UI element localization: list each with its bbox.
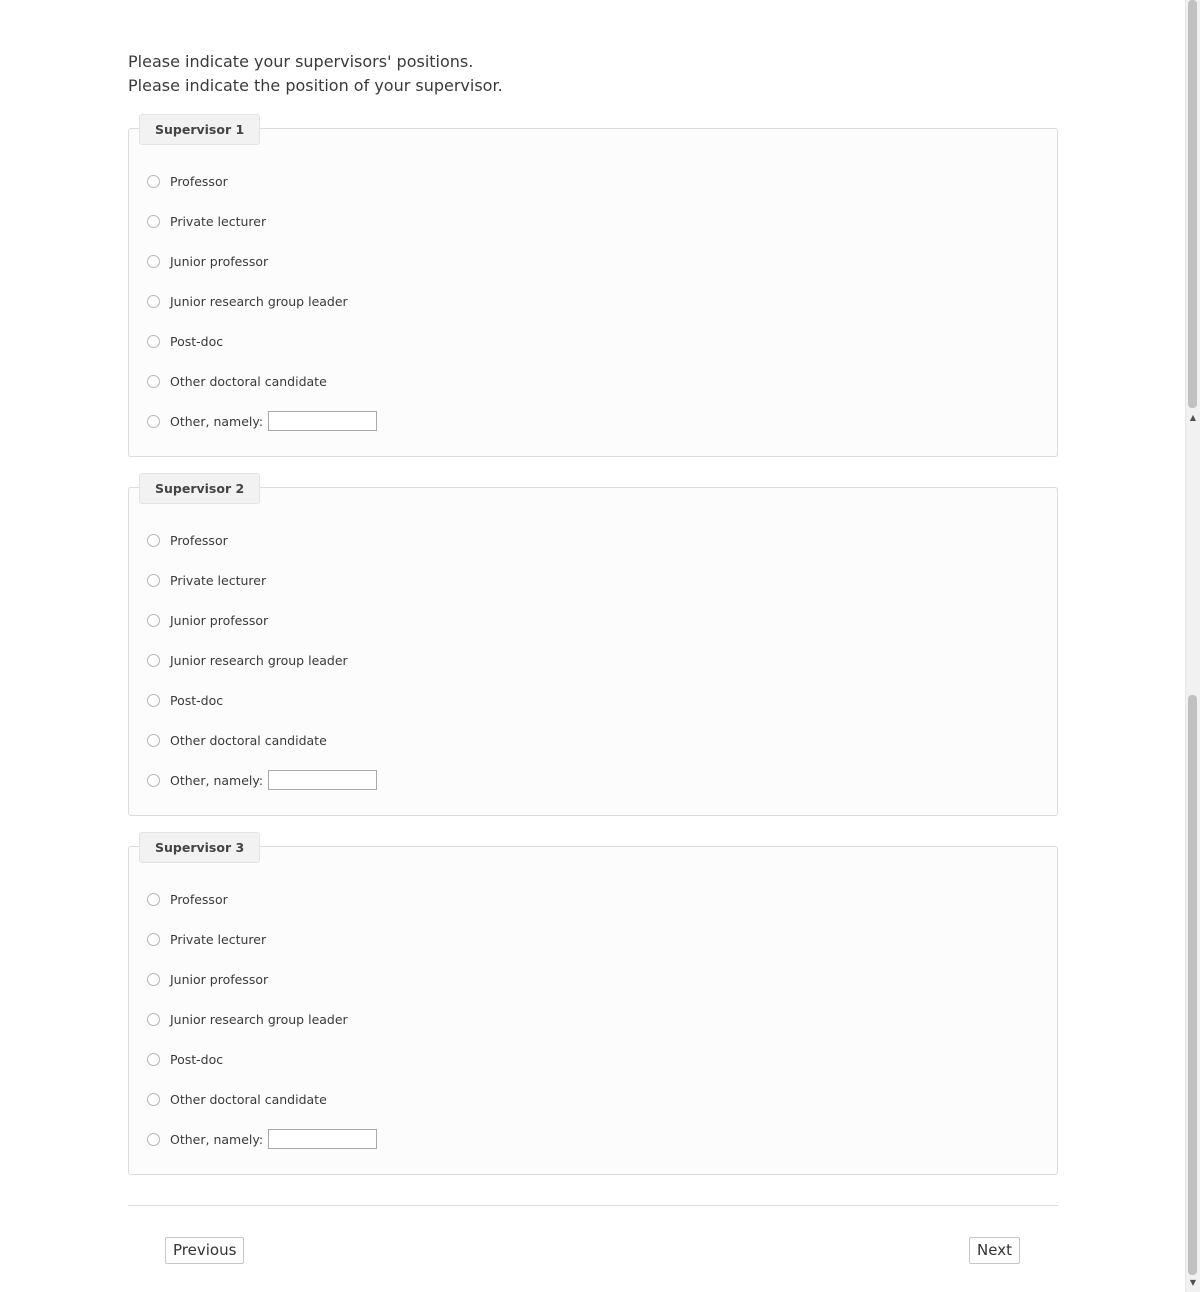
option-label: Junior research group leader (170, 652, 348, 668)
other-namely-input[interactable] (268, 1129, 377, 1149)
other-namely-input[interactable] (268, 770, 377, 790)
option-label: Post-doc (170, 692, 224, 708)
radio-button[interactable] (147, 1133, 160, 1146)
other-namely-input[interactable] (268, 411, 377, 431)
option-list (147, 879, 377, 1159)
option-label: Professor (170, 891, 228, 907)
caret-down-icon[interactable]: ▼ (1189, 1278, 1197, 1287)
radio-button[interactable] (147, 375, 160, 388)
group-legend: Supervisor 3 (139, 832, 260, 863)
radio-button[interactable] (147, 1053, 160, 1066)
option-other-doctoral-candidate[interactable] (147, 720, 377, 760)
option-label: Private lecturer (170, 931, 267, 947)
option-junior-professor[interactable] (147, 959, 377, 999)
scrollbar-thumb[interactable] (1188, 695, 1197, 1275)
option-label: Other doctoral candidate (170, 1091, 327, 1107)
question-line-2: Please indicate the position of your supervisor. (128, 76, 503, 95)
option-label: Other, namely: (170, 1131, 264, 1147)
supervisor-1-group (128, 122, 1058, 457)
survey-page (128, 0, 1058, 1266)
radio-button[interactable] (147, 614, 160, 627)
option-label: Junior professor (170, 612, 269, 628)
option-professor[interactable] (147, 879, 377, 919)
question-text (128, 0, 1058, 98)
option-label: Other, namely: (170, 772, 264, 788)
option-label: Junior professor (170, 253, 269, 269)
radio-button[interactable] (147, 335, 160, 348)
caret-up-icon[interactable]: ▲ (1189, 413, 1197, 422)
option-list (147, 520, 377, 800)
radio-button[interactable] (147, 295, 160, 308)
radio-button[interactable] (147, 175, 160, 188)
navigation-bar (128, 1206, 1058, 1266)
group-legend: Supervisor 2 (139, 473, 260, 504)
radio-button[interactable] (147, 215, 160, 228)
radio-button[interactable] (147, 734, 160, 747)
radio-button[interactable] (147, 574, 160, 587)
option-label: Private lecturer (170, 213, 267, 229)
option-label: Junior research group leader (170, 293, 348, 309)
option-junior-professor[interactable] (147, 241, 377, 281)
option-label: Professor (170, 173, 228, 189)
radio-button[interactable] (147, 774, 160, 787)
option-other-doctoral-candidate[interactable] (147, 361, 377, 401)
option-label: Other, namely: (170, 413, 264, 429)
option-post-doc[interactable] (147, 680, 377, 720)
group-legend: Supervisor 1 (139, 114, 260, 145)
option-private-lecturer[interactable] (147, 919, 377, 959)
option-label: Private lecturer (170, 572, 267, 588)
option-label: Post-doc (170, 1051, 224, 1067)
previous-button[interactable]: Previous (165, 1237, 244, 1264)
scrollbar-thumb-upper[interactable] (1188, 0, 1197, 408)
option-junior-research-group-leader[interactable] (147, 999, 377, 1039)
radio-button[interactable] (147, 654, 160, 667)
option-other-doctoral-candidate[interactable] (147, 1079, 377, 1119)
option-junior-research-group-leader[interactable] (147, 640, 377, 680)
option-post-doc[interactable] (147, 321, 377, 361)
option-label: Other doctoral candidate (170, 732, 327, 748)
supervisor-3-group (128, 840, 1058, 1175)
option-junior-professor[interactable] (147, 600, 377, 640)
option-private-lecturer[interactable] (147, 560, 377, 600)
option-label: Professor (170, 532, 228, 548)
option-label: Post-doc (170, 333, 224, 349)
option-label: Junior professor (170, 971, 269, 987)
option-post-doc[interactable] (147, 1039, 377, 1079)
option-other-namely[interactable] (147, 1119, 377, 1159)
question-line-1: Please indicate your supervisors' positions. (128, 52, 474, 71)
radio-button[interactable] (147, 255, 160, 268)
radio-button[interactable] (147, 1013, 160, 1026)
option-other-namely[interactable] (147, 401, 377, 441)
radio-button[interactable] (147, 694, 160, 707)
radio-button[interactable] (147, 933, 160, 946)
option-professor[interactable] (147, 161, 377, 201)
option-other-namely[interactable] (147, 760, 377, 800)
option-list (147, 161, 377, 441)
radio-button[interactable] (147, 415, 160, 428)
radio-button[interactable] (147, 973, 160, 986)
radio-button[interactable] (147, 1093, 160, 1106)
vertical-scrollbar[interactable] (1185, 0, 1200, 1292)
option-professor[interactable] (147, 520, 377, 560)
option-label: Junior research group leader (170, 1011, 348, 1027)
supervisor-2-group (128, 481, 1058, 816)
radio-button[interactable] (147, 534, 160, 547)
option-junior-research-group-leader[interactable] (147, 281, 377, 321)
next-button[interactable]: Next (969, 1237, 1020, 1264)
option-private-lecturer[interactable] (147, 201, 377, 241)
radio-button[interactable] (147, 893, 160, 906)
option-label: Other doctoral candidate (170, 373, 327, 389)
